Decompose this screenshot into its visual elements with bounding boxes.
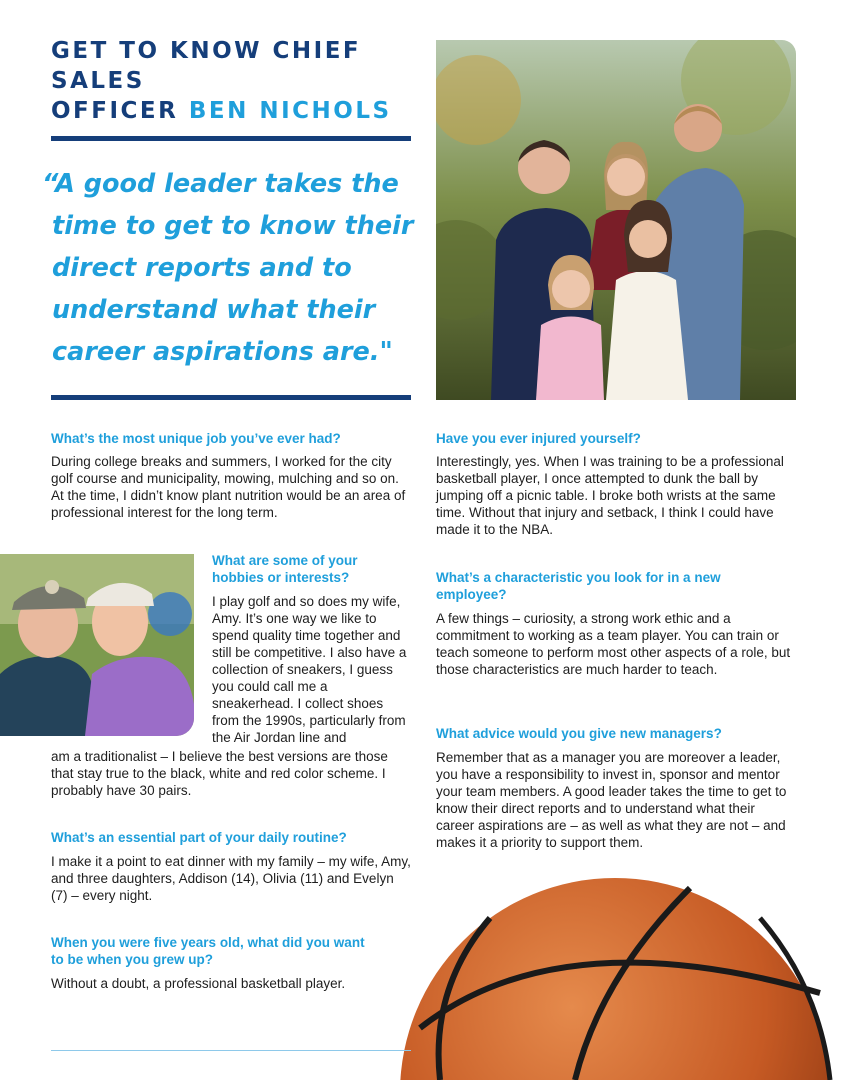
basketball-image: [400, 878, 844, 1080]
title-name: BEN NICHOLS: [188, 98, 392, 124]
article-title: [51, 36, 411, 126]
question-hobbies: What are some of your hobbies or interests?: [212, 553, 358, 585]
answer-daily-routine: I make it a point to eat dinner with my family – my wife, Amy, and three daughters, Addison (14), Olivia (11) and Evelyn (7) – every night.: [51, 854, 411, 903]
family-photo: [436, 40, 796, 400]
title-line-2-prefix: OFFICER: [51, 98, 179, 124]
question-advice: What advice would you give new managers?: [436, 726, 722, 741]
question-characteristic: What’s a characteristic you look for in a new employee?: [436, 570, 721, 602]
pull-quote: “A good leader takes the time to get to know their direct reports and to understand what their career aspirations are.": [42, 169, 414, 367]
divider-top: [51, 136, 411, 141]
question-five-years-old: When you were five years old, what did you want to be when you grew up?: [51, 935, 365, 967]
answer-characteristic: A few things – curiosity, a strong work ethic and a commitment to working as a team player. You can train or teach someone to perform most other aspects of a role, but those characteristics are much harder to teach.: [436, 611, 791, 677]
question-unique-job: What’s the most unique job you’ve ever had?: [51, 431, 341, 446]
question-injured: Have you ever injured yourself?: [436, 431, 641, 446]
footer-divider: [51, 1050, 411, 1051]
answer-injured: Interestingly, yes. When I was training to be a professional basketball player, I once attempted to dunk the ball by jumping off a picnic table. I broke both wrists at the same time. Without that injury and setback, I think I could have made it to the NBA.: [436, 454, 784, 537]
divider-bottom: [51, 395, 411, 400]
answer-five-years-old: Without a doubt, a professional basketball player.: [51, 976, 346, 991]
answer-hobbies: I play golf and so does my wife, Amy. It’s one way we like to spend quality time together and still be competitive. I also have a collection of sneakers, I guess you could call me a sneakerhead. I collect shoes from the 1990s, particularly from the Air Jordan line and: [212, 594, 407, 745]
answer-hobbies-continued: am a traditionalist – I believe the best versions are those that stay true to the black, white and red color scheme. I probably have 30 pairs.: [51, 749, 388, 798]
title-line-1: GET TO KNOW CHIEF SALES: [51, 38, 362, 94]
golf-selfie-photo: [0, 554, 194, 736]
answer-unique-job: During college breaks and summers, I worked for the city golf course and municipality, mowing, mulching and so on. At the time, I didn’t know plant nutrition would be an area of professional interest for the long term.: [51, 454, 406, 520]
question-daily-routine: What’s an essential part of your daily routine?: [51, 830, 347, 845]
answer-advice: Remember that as a manager you are moreover a leader, you have a responsibility to invest in, sponsor and mentor your team members. A good leader takes the time to get to know their direct reports and to understand what their career aspirations are – as well as what they are not – and makes it a priority to support them.: [436, 750, 787, 850]
